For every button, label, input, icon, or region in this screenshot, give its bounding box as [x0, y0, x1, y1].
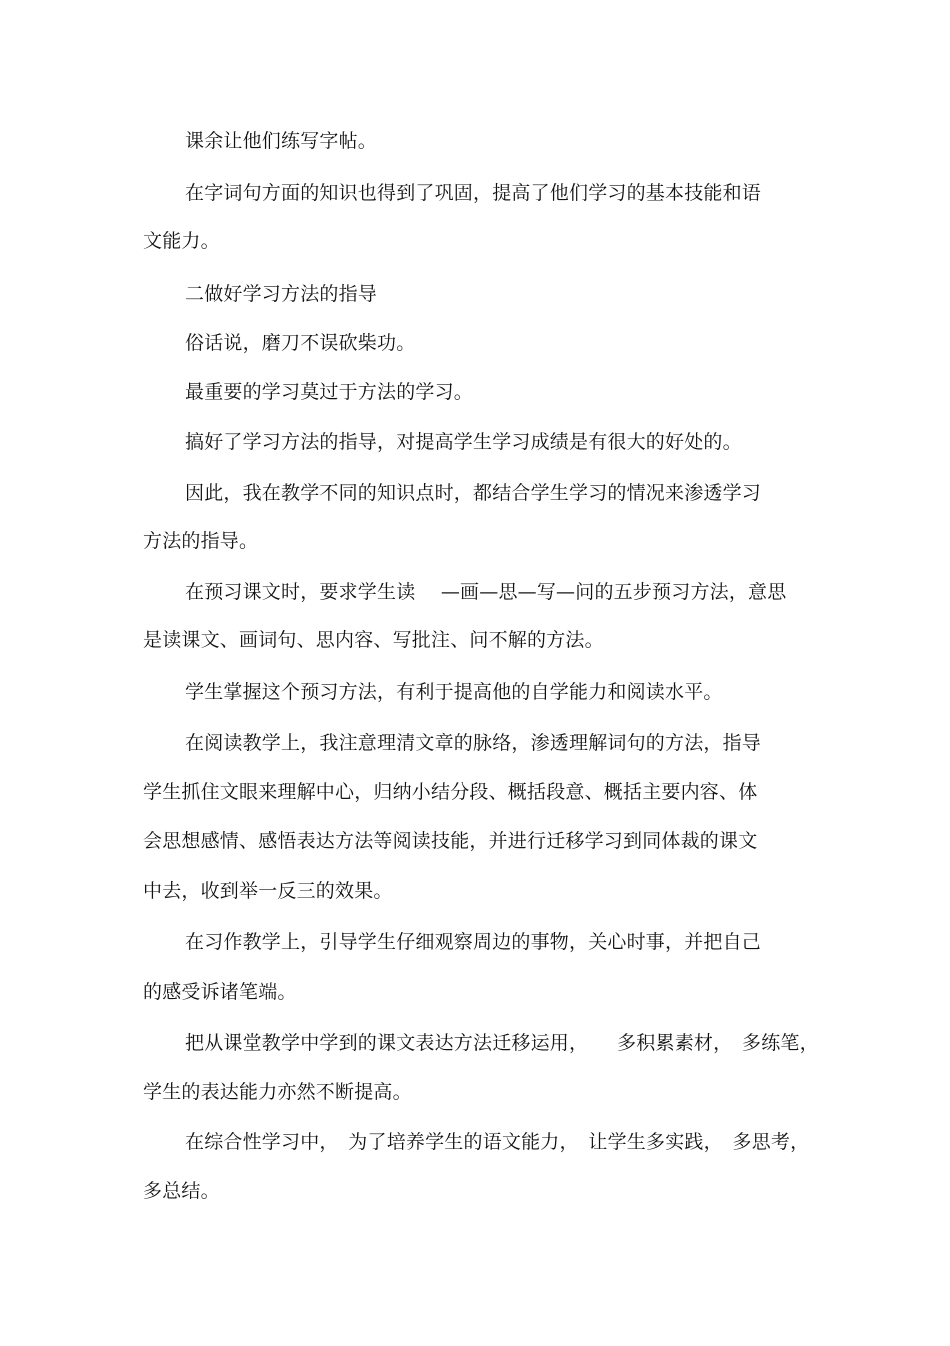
- paragraph-line: 的感受诉诸笔端。: [143, 981, 297, 1003]
- paragraph-line: 会思想感情、感悟表达方法等阅读技能，并进行迁移学习到同体裁的课文: [143, 830, 758, 852]
- paragraph-line: 把从课堂教学中学到的课文表达方法迁移运用， 多积累素材， 多练笔，: [185, 1032, 819, 1054]
- paragraph-line: 方法的指导。: [143, 530, 259, 552]
- text-line: 课余让他们练写字帖。: [185, 130, 378, 152]
- paragraph-line: 学生的表达能力亦然不断提高。: [143, 1081, 412, 1103]
- paragraph-line: 在阅读教学上，我注意理清文章的脉络，渗透理解词句的方法，指导: [185, 732, 762, 754]
- paragraph-line: 学生掌握这个预习方法，有利于提高他的自学能力和阅读水平。: [185, 681, 723, 703]
- paragraph-line: 因此，我在教学不同的知识点时，都结合学生学习的情况来渗透学习: [185, 482, 762, 504]
- paragraph-line: 文能力。: [143, 230, 220, 252]
- paragraph-line: 在习作教学上，引导学生仔细观察周边的事物，关心时事，并把自己: [185, 931, 762, 953]
- paragraph-line: 最重要的学习莫过于方法的学习。: [185, 381, 474, 403]
- paragraph-line: 在综合性学习中， 为了培养学生的语文能力， 让学生多实践， 多思考，: [185, 1131, 810, 1153]
- paragraph-line: 在预习课文时，要求学生读 —画—思—写—问的五步预习方法，意思: [185, 581, 787, 603]
- section-heading: 二做好学习方法的指导: [185, 283, 378, 305]
- paragraph-line: 在字词句方面的知识也得到了巩固，提高了他们学习的基本技能和语: [185, 182, 762, 204]
- paragraph-line: 学生抓住文眼来理解中心，归纳小结分段、概括段意、概括主要内容、体: [143, 781, 758, 803]
- paragraph-line: 俗话说，磨刀不误砍柴功。: [185, 332, 416, 354]
- paragraph-line: 中去，收到举一反三的效果。: [143, 880, 393, 902]
- paragraph-line: 多总结。: [143, 1180, 220, 1202]
- paragraph-line: 是读课文、画词句、思内容、写批注、问不解的方法。: [143, 629, 604, 651]
- paragraph-line: 搞好了学习方法的指导，对提高学生学习成绩是有很大的好处的。: [185, 431, 742, 453]
